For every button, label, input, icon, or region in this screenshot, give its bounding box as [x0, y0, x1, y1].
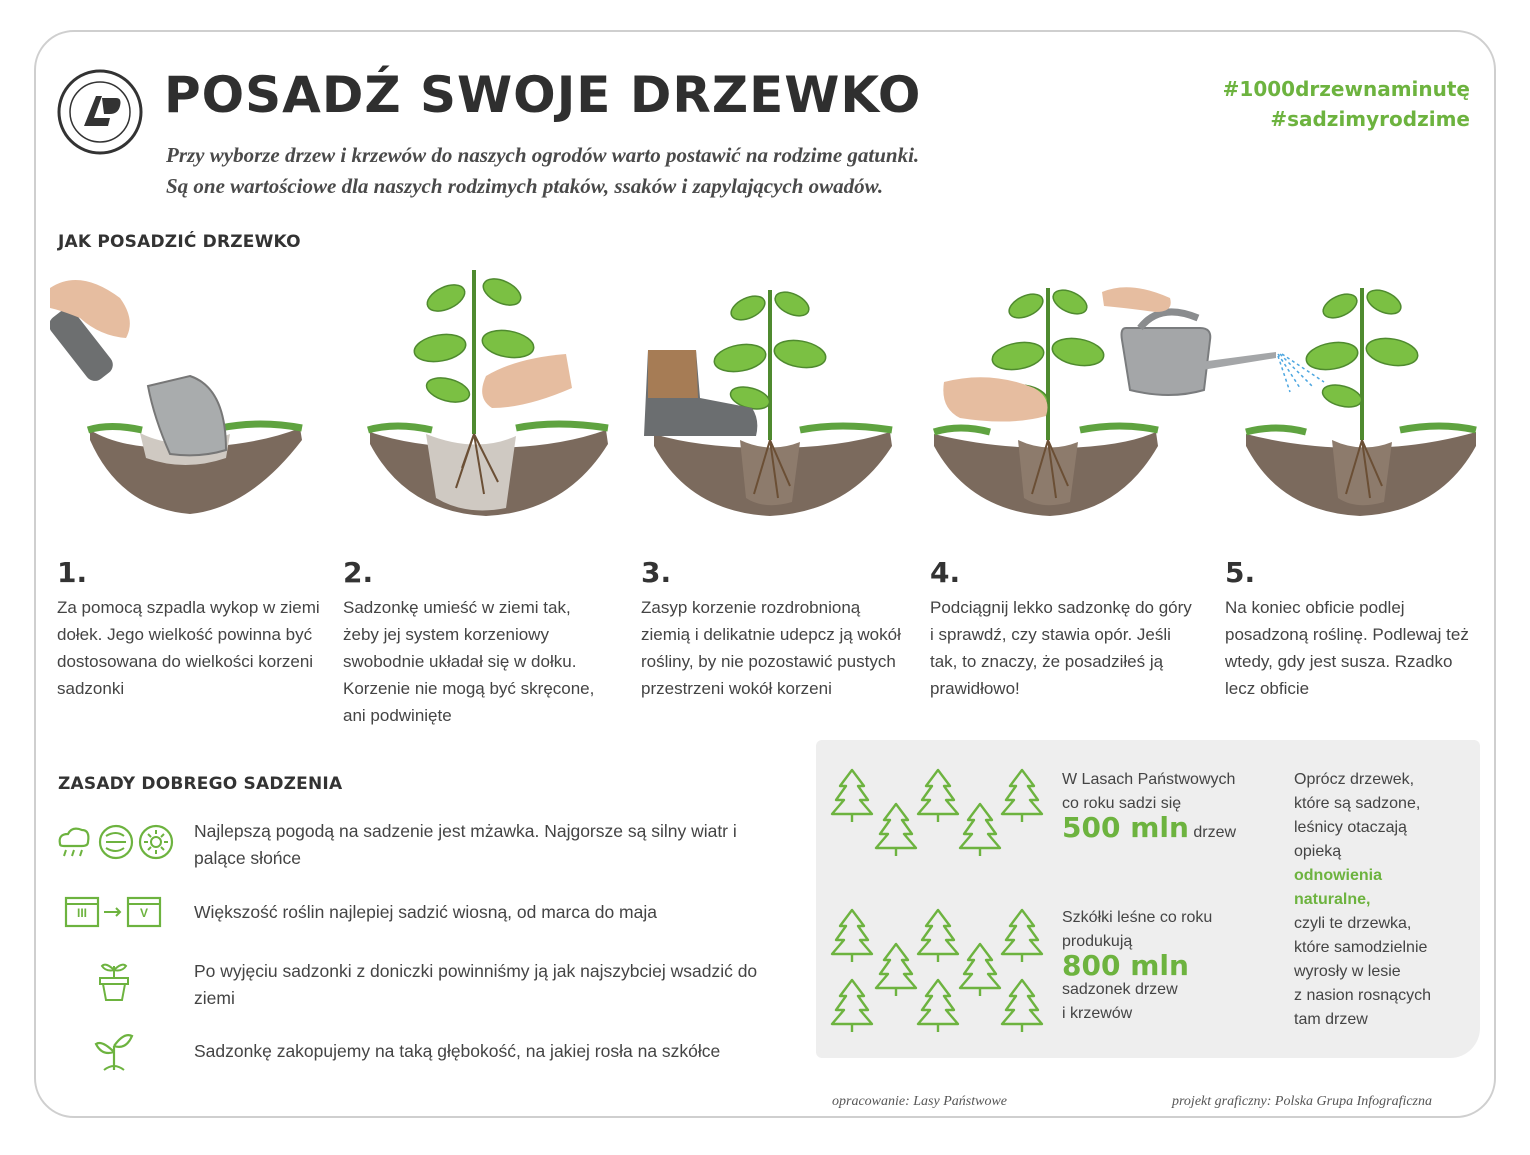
page-title: POSADŹ SWOJE DRZEWKO [164, 66, 922, 124]
step-2-illustration [356, 258, 626, 548]
stat-2-line-4: i krzewów [1062, 1005, 1133, 1022]
stat-2 [1062, 906, 1212, 1026]
rule-1-text: Najlepszą pogodą na sadzenie jest mżawka. Najgorsze są silny wiatr i palące słońce [194, 821, 737, 868]
stat-2-line-1: Szkółki leśne co roku [1062, 909, 1213, 926]
hashtag-2[interactable]: #sadzimyrodzime [1270, 107, 1470, 131]
step-5-number: 5. [1225, 556, 1256, 589]
side-line-3: leśnicy otaczają [1294, 819, 1407, 836]
side-line-2: które są sadzone, [1294, 795, 1421, 812]
step-3-number: 3. [641, 556, 672, 589]
step-4-text: Podciągnij lekko sadzonkę do góry i sprawdź, czy stawia opór. Jeśli tak, to znaczy, że posadziłeś ją prawidłowo! [930, 598, 1192, 698]
stat-2-line-3: sadzonek drzew [1062, 981, 1178, 998]
pot-icon [96, 958, 132, 1002]
step-5-illustration [1100, 258, 1480, 548]
natural-regeneration-text [1294, 768, 1431, 1032]
side-line-9: tam drzew [1294, 1011, 1368, 1028]
step-2-number: 2. [343, 556, 374, 589]
credit-right: projekt graficzny: Polska Grupa Infograficzna [1172, 1094, 1433, 1109]
weather-icons [54, 822, 176, 862]
side-line-8: z nasion rosnących [1294, 987, 1431, 1004]
step-3-text: Zasyp korzenie rozdrobnioną ziemią i delikatnie udepcz ją wokół rośliny, by nie pozostawić pustych przestrzeni wokół korzeni [641, 598, 901, 698]
stat-1 [1062, 768, 1236, 845]
how-to-heading: JAK POSADZIĆ DRZEWKO [58, 232, 301, 252]
side-line-4: opieką [1294, 843, 1342, 860]
trees-icon-group-1 [830, 768, 1050, 858]
trees-icon-group-2 [830, 908, 1050, 1034]
calendar-from-label: III [76, 906, 87, 920]
stat-1-line-1: W Lasach Państwowych [1062, 771, 1236, 788]
stat-2-value: 800 mln [1062, 949, 1189, 982]
side-line-6: które samodzielnie [1294, 939, 1428, 956]
intro-line-1: Przy wyborze drzew i krzewów do naszych ogrodów warto postawić na rodzime gatunki. [166, 143, 920, 167]
rule-2-text: Większość roślin najlepiej sadzić wiosną, od marca do maja [194, 902, 657, 922]
lasy-panstwowe-logo [56, 68, 144, 156]
hashtag-1[interactable]: #1000drzewnaminutę [1222, 77, 1470, 101]
step-5-text: Na koniec obficie podlej posadzoną roślinę. Podlewaj też wtedy, gdy jest susza. Rzadko lecz obficie [1225, 598, 1469, 698]
intro-text [166, 140, 919, 202]
step-1-number: 1. [57, 556, 88, 589]
side-line-1: Oprócz drzewek, [1294, 771, 1415, 788]
step-1-illustration [50, 258, 320, 548]
stat-1-value: 500 mln [1062, 811, 1189, 844]
stat-1-unit: drzew [1193, 824, 1237, 841]
stat-2-line-2: produkują [1062, 933, 1133, 950]
side-line-5: czyli te drzewka, [1294, 915, 1412, 932]
intro-line-2: Są one wartościowe dla naszych rodzimych ptaków, ssaków i zapylających owadów. [166, 174, 884, 198]
hashtags [1223, 74, 1470, 134]
side-green-1: odnowienia [1294, 867, 1382, 884]
rules-heading: ZASADY DOBREGO SADZENIA [58, 774, 343, 794]
side-line-7: wyrosły w lesie [1294, 963, 1401, 980]
rule-4-text: Sadzonkę zakopujemy na taką głębokość, na jakiej rosła na szkółce [194, 1041, 721, 1061]
seedling-icon [94, 1030, 134, 1072]
calendar-icons [64, 894, 164, 928]
step-2-text: Sadzonkę umieść w ziemi tak, żeby jej system korzeniowy swobodnie układał się w dołku. Korzenie nie mogą być skręcone, ani podwinięte [343, 598, 595, 725]
step-4-number: 4. [930, 556, 961, 589]
step-1-text: Za pomocą szpadla wykop w ziemi dołek. Jego wielkość powinna być dostosowana do wielkości korzeni sadzonki [57, 598, 320, 698]
rule-3-text: Po wyjęciu sadzonki z doniczki powinniśmy ją jak najszybciej wsadzić do ziemi [194, 961, 758, 1008]
side-green-2: naturalne, [1294, 891, 1371, 908]
step-3-illustration [640, 258, 910, 548]
calendar-to-label: V [139, 906, 148, 920]
stat-1-line-2: co roku sadzi się [1062, 795, 1182, 812]
credit-left: opracowanie: Lasy Państwowe [832, 1094, 1007, 1109]
